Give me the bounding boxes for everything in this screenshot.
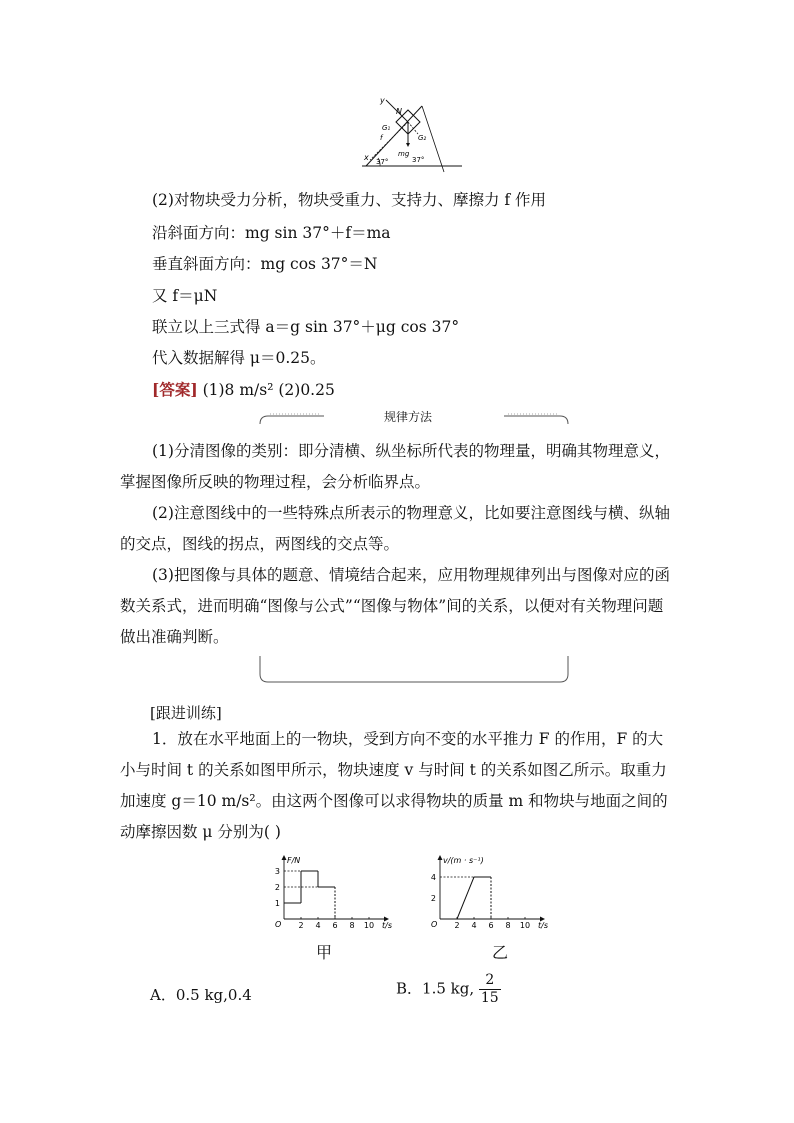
option-b-prefix: B．1.5 kg, <box>396 979 475 998</box>
practice-question <box>120 724 676 848</box>
origin-label: O <box>275 920 282 929</box>
option-a[interactable]: A．0.5 kg,0.4 <box>150 986 252 1004</box>
label-n: N <box>396 107 402 116</box>
option-b-numerator: 2 <box>479 972 501 990</box>
incline-force-diagram <box>358 94 468 174</box>
solution-line-2: 沿斜面方向：mg sin 37°＋f＝ma <box>152 224 391 242</box>
solution-line-1: (2)对物块受力分析，物块受重力、支持力、摩擦力 f 作用 <box>152 191 547 209</box>
label-angle2: 37° <box>412 156 425 164</box>
label-g2: G₂ <box>418 134 427 142</box>
answer-text: (1)8 m/s² (2)0.25 <box>197 381 335 399</box>
x-axis-label: t/s <box>538 921 548 930</box>
graph-jia <box>268 853 398 931</box>
method-box-title: 规律方法 <box>384 410 433 424</box>
y-axis-label: F/N <box>287 856 301 865</box>
label-y: y <box>380 96 385 105</box>
x-tick-label: 10 <box>519 921 531 930</box>
series-segment <box>457 877 474 919</box>
label-angle1: 37° <box>376 158 389 166</box>
y-tick-label: 1 <box>274 899 280 908</box>
graph-jia-caption: 甲 <box>316 943 333 962</box>
x-tick-label: 6 <box>488 921 494 930</box>
label-g1: G₁ <box>382 124 391 132</box>
x-tick-label: 8 <box>505 921 511 930</box>
y-tick-label: 3 <box>274 867 280 876</box>
method-paragraphs <box>120 436 676 653</box>
method-p1: (1)分清图像的类别：即分清横、纵坐标所代表的物理量，明确其物理意义，掌握图像所反映的物理过程，会分析临界点。 <box>120 442 670 491</box>
label-mg: mg <box>398 150 410 158</box>
answer-label: [答案] <box>152 380 198 399</box>
graph-yi-caption: 乙 <box>492 943 509 962</box>
answer-line <box>152 380 335 400</box>
option-b-fraction <box>479 972 501 1007</box>
x-tick-label: 8 <box>349 921 355 930</box>
x-axis-label: t/s <box>382 921 392 930</box>
y-axis-arrow <box>438 855 443 860</box>
solution-line-3: 垂直斜面方向：mg cos 37°＝N <box>152 255 378 273</box>
option-b[interactable] <box>396 972 501 1007</box>
x-tick-label: 2 <box>298 921 304 930</box>
method-p3: (3)把图像与具体的题意、情境结合起来，应用物理规律列出与图像对应的函数关系式，进而明确“图像与公式”“图像与物体”间的关系，以便对有关物理问题做出准确判断。 <box>120 566 670 646</box>
solution-line-4: 又 f＝μN <box>152 287 218 305</box>
solution-line-5: 联立以上三式得 a＝g sin 37°＋μg cos 37° <box>152 318 460 336</box>
x-tick-label: 4 <box>471 921 477 930</box>
origin-label: O <box>431 920 438 929</box>
x-tick-label: 10 <box>363 921 375 930</box>
y-axis-arrow <box>282 855 287 860</box>
y-tick-label: 2 <box>274 883 280 892</box>
question-text: 1．放在水平地面上的一物块，受到方向不变的水平推力 F 的作用，F 的大小与时间 t 的关系如图甲所示，物块速度 v 与时间 t 的关系如图乙所示。取重力加速度 g＝10 m/s²。由这两个图像可以求得物块的质量 m 和物块与地面之间的动摩擦因数 μ 分别为( ) <box>120 730 668 841</box>
x-tick-label: 6 <box>332 921 338 930</box>
y-tick-label: 2 <box>430 894 436 903</box>
x-tick-label: 2 <box>454 921 460 930</box>
x-tick-label: 4 <box>315 921 321 930</box>
option-b-denominator: 15 <box>480 990 499 1006</box>
label-f: f <box>380 134 383 142</box>
method-p2: (2)注意图线中的一些特殊点所表示的物理意义，比如要注意图线与横、纵轴的交点，图线的拐点，两图线的交点等。 <box>120 504 670 553</box>
graph-yi <box>402 853 562 931</box>
label-x: x <box>364 153 369 162</box>
practice-header: [跟进训练] <box>150 704 222 722</box>
solution-line-6: 代入数据解得 μ＝0.25。 <box>152 349 326 367</box>
y-axis-label: v/(m · s⁻¹) <box>443 856 484 865</box>
y-tick-label: 4 <box>430 873 436 882</box>
